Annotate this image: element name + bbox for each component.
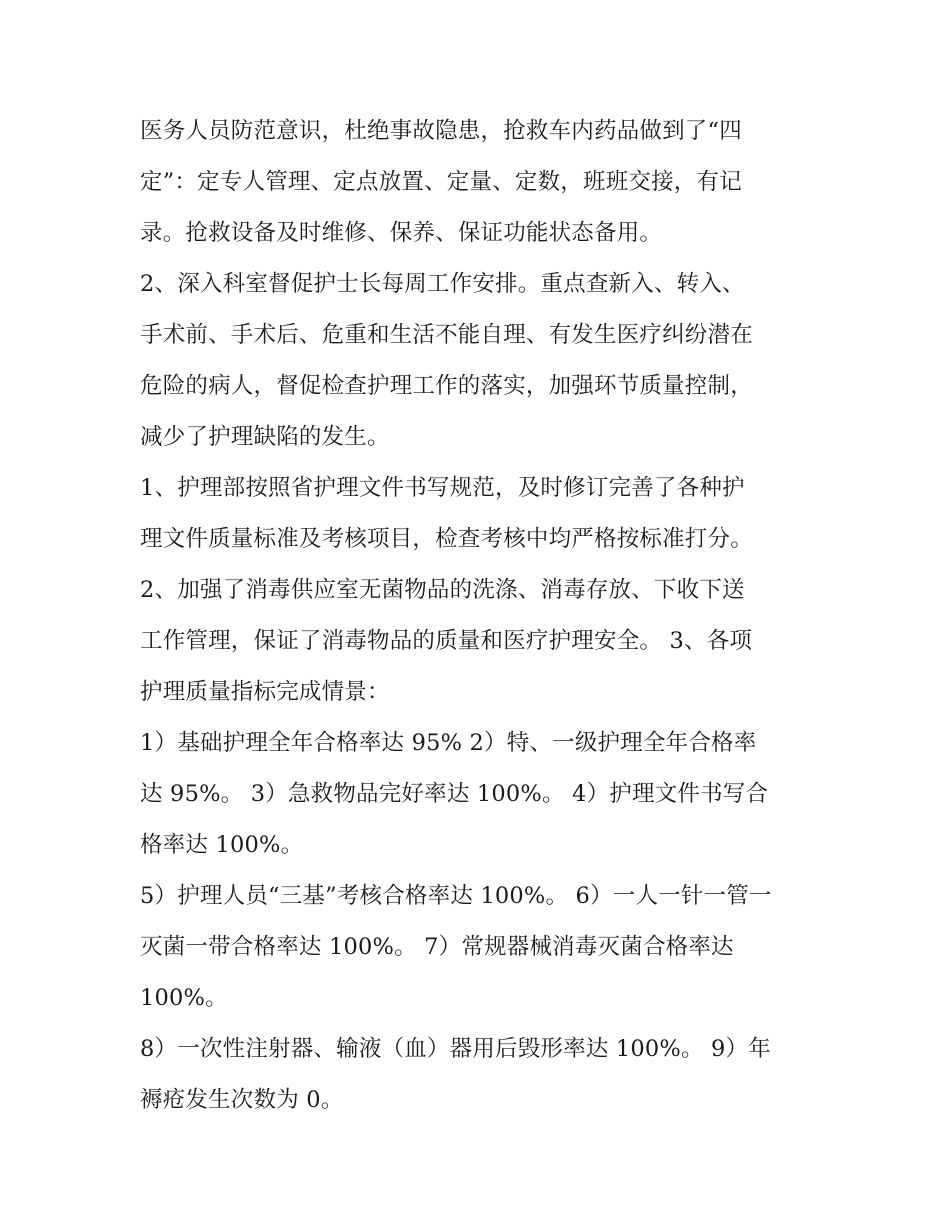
text-line: 5）护理人员“三基”考核合格率达 100%。 6）一人一针一管一 [140,883,772,909]
text-line: 8）一次性注射器、输液（血）器用后毁形率达 100%。 9）年 [140,1036,771,1062]
text-line: 减少了护理缺陷的发生。 [140,424,390,450]
text-line: 2、加强了消毒供应室无菌物品的洗涤、消毒存放、下收下送 [140,577,745,603]
text-line: 医务人员防范意识，杜绝事故隐患，抢救车内药品做到了“四 [140,118,742,144]
text-line: 1）基础护理全年合格率达 95% 2）特、一级护理全年合格率 [140,730,757,756]
text-line: 100%。 [140,985,228,1011]
text-line: 定”：定专人管理、定点放置、定量、定数，班班交接，有记 [140,169,742,195]
text-line: 手术前、手术后、危重和生活不能自理、有发生医疗纠纷潜在 [140,322,753,348]
text-line: 工作管理，保证了消毒物品的质量和医疗护理安全。 3、各项 [140,628,753,654]
text-line: 灭菌一带合格率达 100%。 7）常规器械消毒灭菌合格率达 [140,934,734,960]
text-line: 护理质量指标完成情景： [140,679,390,705]
text-line: 达 95%。 3）急救物品完好率达 100%。 4）护理文件书写合 [140,781,769,807]
text-line: 理文件质量标准及考核项目，检查考核中均严格按标准打分。 [140,526,753,552]
text-line: 褥疮发生次数为 0。 [140,1087,344,1113]
text-line: 危险的病人，督促检查护理工作的落实，加强环节质量控制， [140,373,753,399]
text-line: 1、护理部按照省护理文件书写规范，及时修订完善了各种护 [140,475,745,501]
text-line: 格率达 100%。 [140,832,304,858]
text-line: 2、深入科室督促护士长每周工作安排。重点查新入、转入、 [140,271,745,297]
text-line: 录。抢救设备及时维修、保养、保证功能状态备用。 [140,220,663,246]
body-text [140,106,840,1126]
